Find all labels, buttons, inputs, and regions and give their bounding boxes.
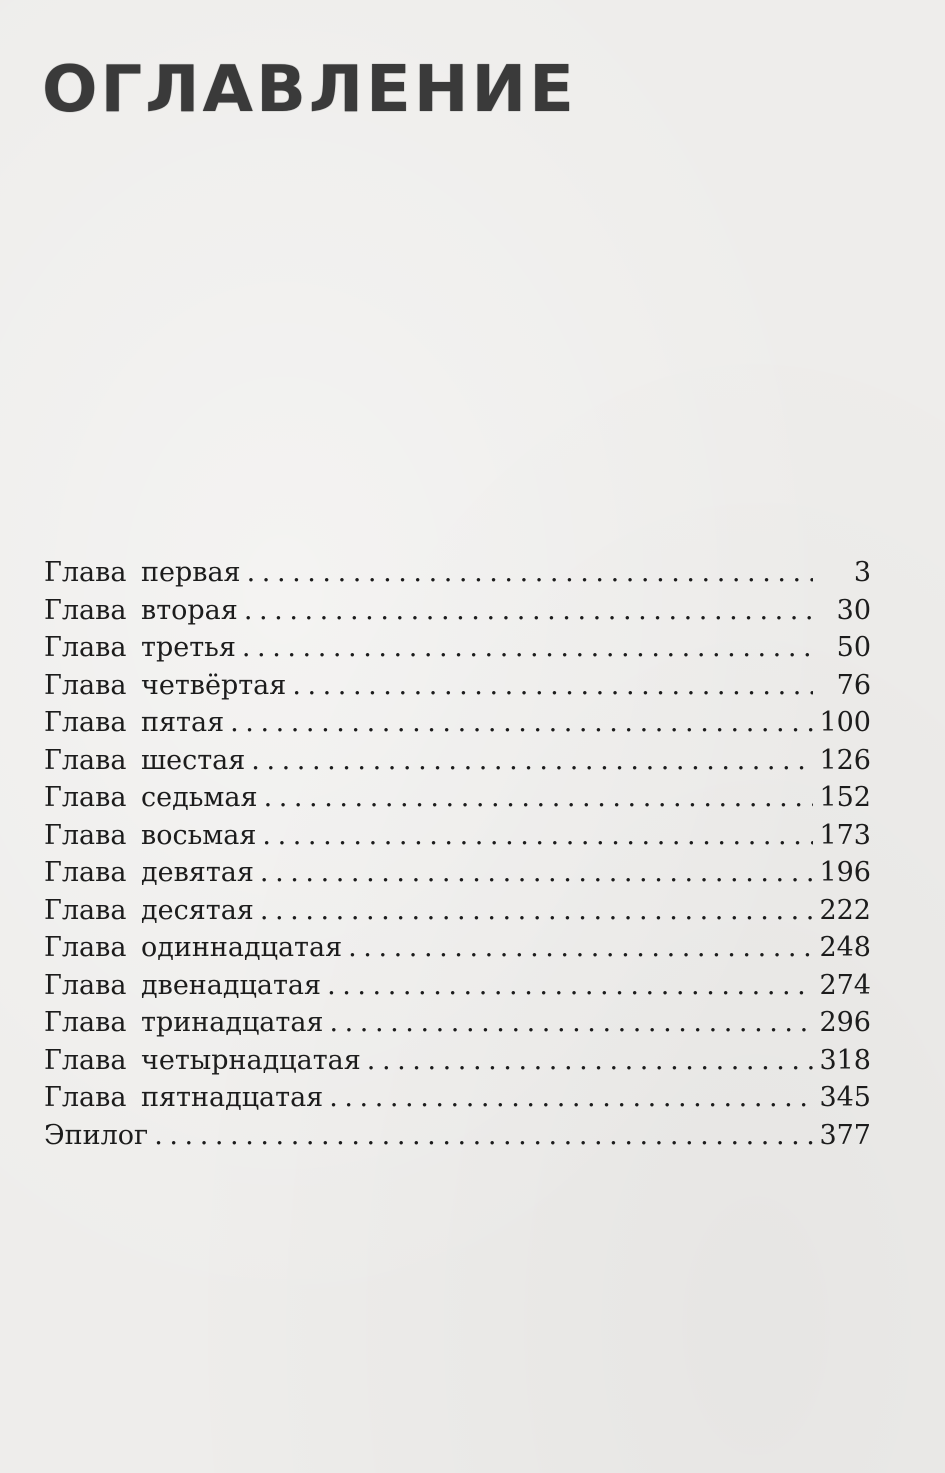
toc-entry-title: Глава шестая bbox=[44, 744, 246, 776]
dot-leader bbox=[244, 592, 813, 630]
toc-entry bbox=[44, 929, 871, 967]
toc-entry bbox=[44, 817, 871, 855]
toc-entry-page: 296 bbox=[819, 1007, 871, 1038]
toc-entry-title: Глава одиннадцатая bbox=[44, 932, 343, 963]
dot-leader bbox=[348, 929, 813, 967]
toc-entry-page: 76 bbox=[836, 669, 871, 701]
table-of-contents bbox=[44, 554, 871, 1154]
toc-entry-title: Глава третья bbox=[44, 632, 236, 663]
toc-entry-page: 152 bbox=[819, 782, 871, 813]
toc-entry-title: Глава тринадцатая bbox=[44, 1007, 324, 1038]
toc-entry-title: Глава восьмая bbox=[44, 819, 257, 851]
toc-entry-title: Глава четвёртая bbox=[44, 669, 287, 701]
toc-entry-page: 3 bbox=[853, 557, 871, 588]
toc-entry-title: Глава пятая bbox=[44, 707, 225, 738]
page-title: ОГЛАВЛЕНИЕ bbox=[42, 53, 577, 127]
dot-leader bbox=[367, 1042, 813, 1080]
toc-entry-title: Глава двенадцатая bbox=[44, 969, 322, 1001]
toc-entry bbox=[44, 704, 871, 742]
toc-entry-title: Глава четырнадцатая bbox=[44, 1044, 361, 1076]
dot-leader bbox=[251, 742, 813, 780]
toc-entry bbox=[44, 1117, 871, 1155]
toc-entry-page: 345 bbox=[819, 1082, 871, 1113]
toc-entry-title: Эпилог bbox=[44, 1119, 149, 1151]
toc-entry-title: Глава пятнадцатая bbox=[44, 1082, 324, 1113]
toc-entry-title: Глава десятая bbox=[44, 894, 254, 926]
toc-entry bbox=[44, 667, 871, 705]
toc-entry bbox=[44, 892, 871, 930]
toc-entry-page: 248 bbox=[819, 932, 871, 963]
toc-entry-page: 318 bbox=[819, 1044, 871, 1076]
dot-leader bbox=[230, 704, 813, 742]
toc-entry bbox=[44, 742, 871, 780]
toc-entry bbox=[44, 629, 871, 667]
toc-entry bbox=[44, 1004, 871, 1042]
toc-entry-page: 50 bbox=[836, 632, 871, 663]
toc-entry bbox=[44, 1079, 871, 1117]
toc-entry bbox=[44, 967, 871, 1005]
toc-entry-page: 126 bbox=[819, 744, 871, 776]
dot-leader bbox=[329, 1079, 813, 1117]
toc-entry-page: 196 bbox=[819, 857, 871, 888]
dot-leader bbox=[247, 554, 813, 592]
toc-entry-page: 274 bbox=[819, 969, 871, 1001]
toc-entry bbox=[44, 592, 871, 630]
toc-entry-page: 100 bbox=[819, 707, 871, 738]
toc-entry bbox=[44, 554, 871, 592]
toc-entry-title: Глава седьмая bbox=[44, 782, 258, 813]
dot-leader bbox=[260, 854, 813, 892]
toc-entry-page: 30 bbox=[836, 594, 871, 626]
dot-leader bbox=[260, 892, 813, 930]
toc-entry-title: Глава девятая bbox=[44, 857, 254, 888]
toc-entry-title: Глава вторая bbox=[44, 594, 238, 626]
dot-leader bbox=[262, 817, 813, 855]
dot-leader bbox=[154, 1117, 813, 1155]
toc-entry bbox=[44, 854, 871, 892]
toc-entry-page: 173 bbox=[819, 819, 871, 851]
dot-leader bbox=[292, 667, 813, 705]
dot-leader bbox=[329, 1004, 813, 1042]
dot-leader bbox=[327, 967, 813, 1005]
toc-entry-page: 222 bbox=[819, 894, 871, 926]
toc-entry bbox=[44, 779, 871, 817]
toc-entry-title: Глава первая bbox=[44, 557, 241, 588]
dot-leader bbox=[242, 629, 813, 667]
toc-entry-page: 377 bbox=[819, 1119, 871, 1151]
dot-leader bbox=[264, 779, 813, 817]
toc-entry bbox=[44, 1042, 871, 1080]
